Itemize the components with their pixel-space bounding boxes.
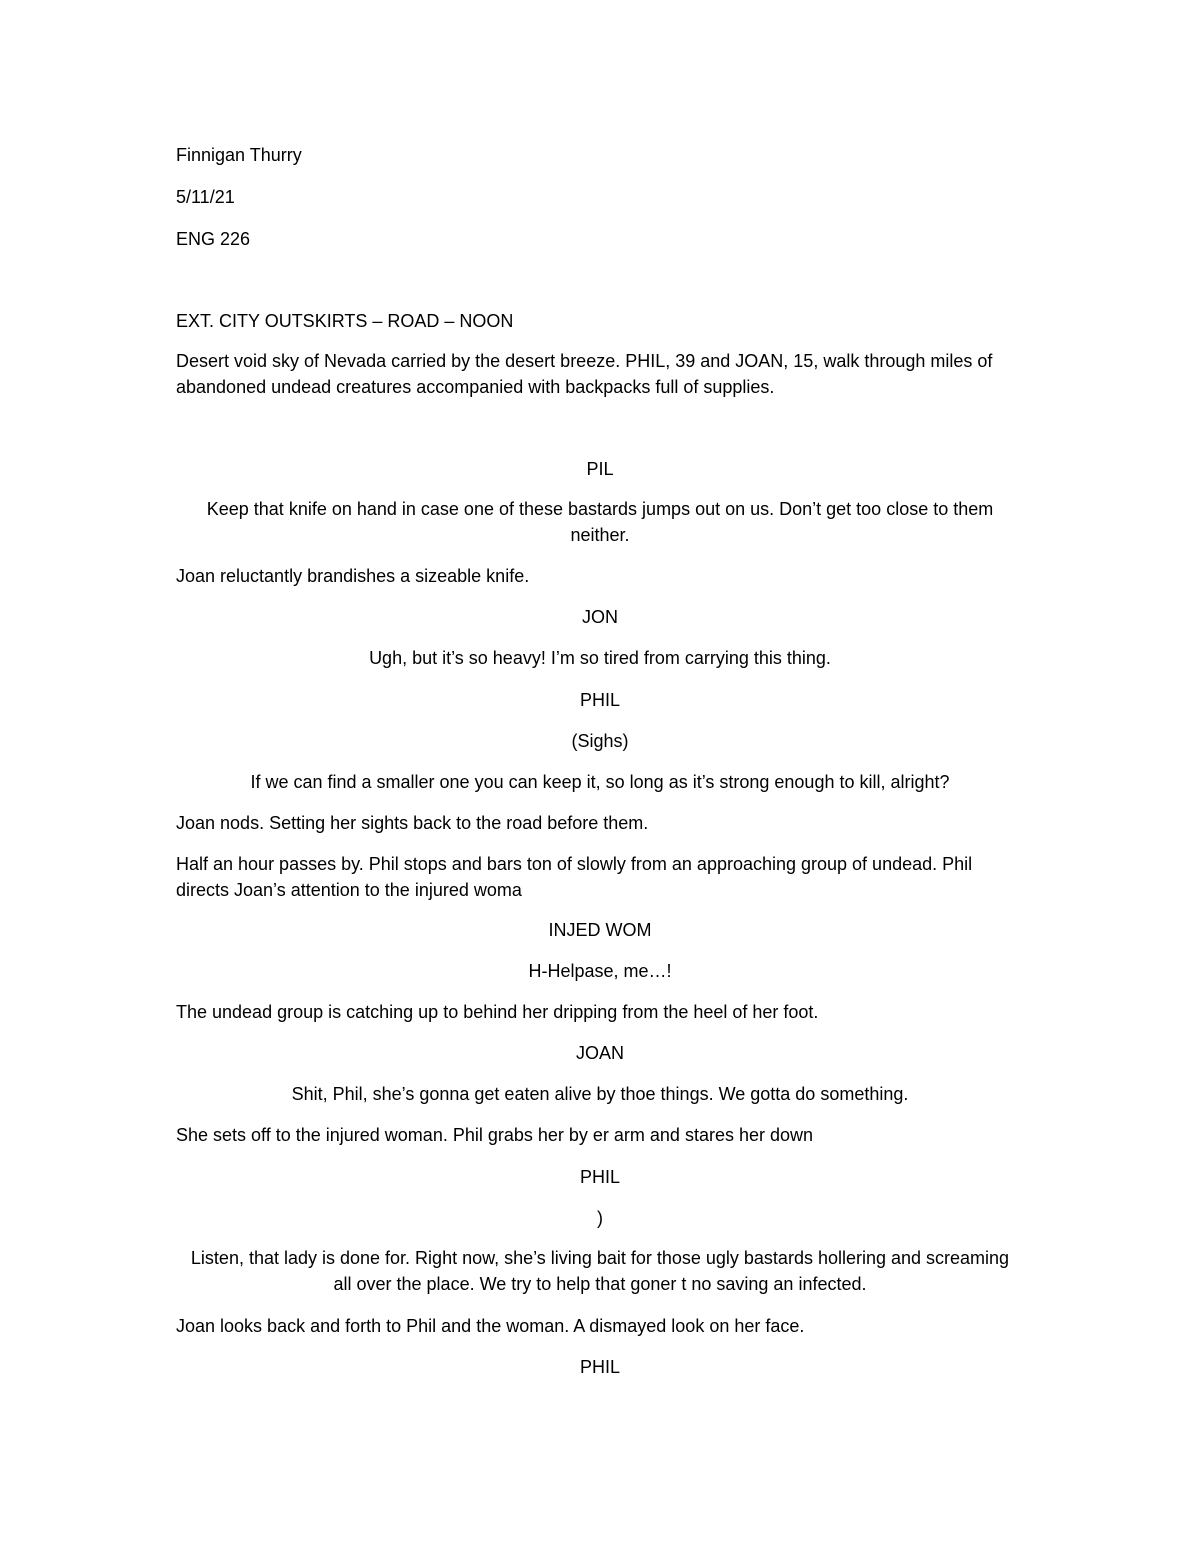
action-paragraph: Desert void sky of Nevada carried by the desert breeze. PHIL, 39 and JOAN, 15, walk through miles of abandoned undead creatures accompanied with backpacks full of supplies. [176,351,993,397]
action-paragraph: Half an hour passes by. Phil stops and bars ton of slowly from an approaching group of undead. Phil directs Joan’s attention to the injured woma [176,854,973,900]
character-cue: PHIL [579,1167,621,1187]
character-cue: INJED WOM [548,920,652,940]
document-date: 5/11/21 [176,187,235,207]
action-paragraph: Joan nods. Setting her sights back to the road before them. [176,813,649,833]
dialogue: H-Helpase, me…! [528,961,672,981]
action-paragraph: Joan reluctantly brandishes a sizeable knife. [176,566,530,586]
character-cue: PHIL [579,690,621,710]
character-cue: PHIL [579,1357,621,1377]
dialogue: Shit, Phil, she’s gonna get eaten alive by thoe things. We gotta do something. [291,1084,909,1104]
dialogue: If we can find a smaller one you can keep it, so long as it’s strong enough to kill, alright? [250,772,950,792]
dialogue: Ugh, but it’s so heavy! I’m so tired from carrying this thing. [369,648,831,668]
course-code: ENG 226 [176,229,251,249]
parenthetical: ) [597,1208,603,1228]
parenthetical: (Sighs) [571,731,629,751]
author-name: Finnigan Thurry [176,145,302,165]
character-cue: PIL [586,459,614,479]
action-paragraph: Joan looks back and forth to Phil and the woman. A dismayed look on her face. [176,1316,805,1336]
action-paragraph: The undead group is catching up to behind her dripping from the heel of her foot. [176,1002,819,1022]
dialogue: Keep that knife on hand in case one of these bastards jumps out on us. Don’t get too close to them neither. [206,499,994,545]
action-paragraph: She sets off to the injured woman. Phil grabs her by er arm and stares her down [176,1125,814,1145]
character-cue: JOAN [575,1043,624,1063]
dialogue: Listen, that lady is done for. Right now, she’s living bait for those ugly bastards hollering and screaming all over the place. We try to help that goner t no saving an infected. [190,1248,1010,1294]
scene-heading: EXT. CITY OUTSKIRTS – ROAD – NOON [176,311,514,331]
character-cue: JON [582,607,618,627]
